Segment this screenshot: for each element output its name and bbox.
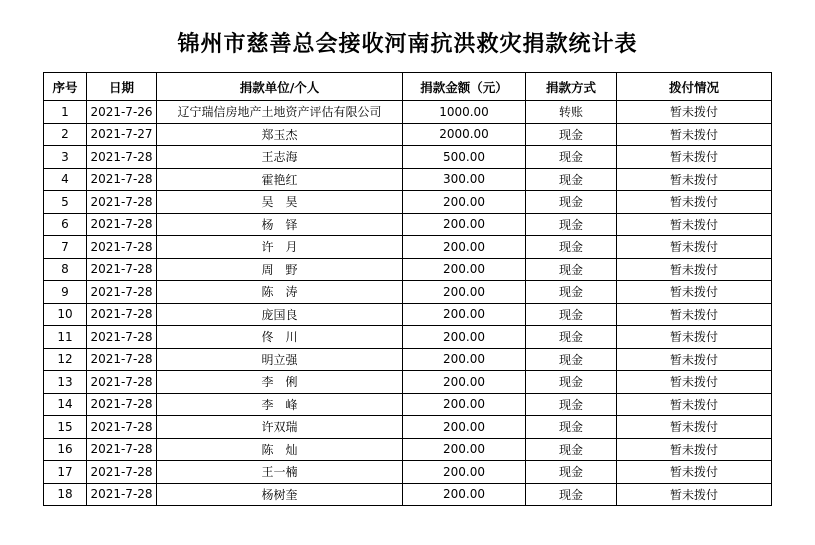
cell-amount: 200.00	[403, 281, 526, 304]
cell-method: 现金	[526, 326, 617, 349]
cell-donor: 李 俐	[157, 371, 403, 394]
cell-donor: 许双瑞	[157, 416, 403, 439]
cell-date: 2021-7-28	[87, 483, 157, 506]
table-row	[44, 303, 772, 326]
cell-index: 9	[44, 281, 87, 304]
cell-amount: 200.00	[403, 326, 526, 349]
cell-index: 13	[44, 371, 87, 394]
cell-method: 现金	[526, 258, 617, 281]
cell-method: 现金	[526, 483, 617, 506]
cell-date: 2021-7-28	[87, 461, 157, 484]
cell-index: 14	[44, 393, 87, 416]
cell-date: 2021-7-28	[87, 281, 157, 304]
cell-allocation: 暂未拨付	[617, 146, 772, 169]
cell-date: 2021-7-27	[87, 123, 157, 146]
table-row	[44, 213, 772, 236]
cell-donor: 王志海	[157, 146, 403, 169]
cell-index: 1	[44, 101, 87, 124]
cell-donor: 吴 昊	[157, 191, 403, 214]
cell-allocation: 暂未拨付	[617, 416, 772, 439]
cell-index: 3	[44, 146, 87, 169]
cell-donor: 许 月	[157, 236, 403, 259]
cell-donor: 陈 灿	[157, 438, 403, 461]
table-row	[44, 461, 772, 484]
cell-index: 2	[44, 123, 87, 146]
header-index: 序号	[44, 73, 87, 101]
cell-allocation: 暂未拨付	[617, 393, 772, 416]
cell-donor: 周 野	[157, 258, 403, 281]
header-method: 捐款方式	[526, 73, 617, 101]
cell-method: 现金	[526, 438, 617, 461]
cell-allocation: 暂未拨付	[617, 281, 772, 304]
cell-method: 现金	[526, 146, 617, 169]
cell-donor: 佟 川	[157, 326, 403, 349]
table-row	[44, 438, 772, 461]
cell-amount: 200.00	[403, 191, 526, 214]
cell-amount: 200.00	[403, 236, 526, 259]
cell-method: 现金	[526, 303, 617, 326]
cell-method: 现金	[526, 123, 617, 146]
table-row	[44, 146, 772, 169]
cell-donor: 明立强	[157, 348, 403, 371]
table-row	[44, 326, 772, 349]
cell-date: 2021-7-28	[87, 416, 157, 439]
cell-date: 2021-7-28	[87, 371, 157, 394]
table-row	[44, 393, 772, 416]
cell-method: 现金	[526, 416, 617, 439]
cell-method: 现金	[526, 213, 617, 236]
cell-amount: 300.00	[403, 168, 526, 191]
cell-index: 8	[44, 258, 87, 281]
table-row	[44, 281, 772, 304]
cell-date: 2021-7-26	[87, 101, 157, 124]
cell-donor: 霍艳红	[157, 168, 403, 191]
cell-method: 现金	[526, 281, 617, 304]
cell-date: 2021-7-28	[87, 438, 157, 461]
cell-amount: 200.00	[403, 371, 526, 394]
cell-index: 16	[44, 438, 87, 461]
cell-date: 2021-7-28	[87, 191, 157, 214]
cell-amount: 200.00	[403, 213, 526, 236]
cell-allocation: 暂未拨付	[617, 258, 772, 281]
table-row	[44, 191, 772, 214]
header-donor: 捐款单位/个人	[157, 73, 403, 101]
cell-allocation: 暂未拨付	[617, 213, 772, 236]
cell-amount: 500.00	[403, 146, 526, 169]
cell-donor: 李 峰	[157, 393, 403, 416]
cell-index: 12	[44, 348, 87, 371]
cell-donor: 杨树奎	[157, 483, 403, 506]
table-row	[44, 101, 772, 124]
header-date: 日期	[87, 73, 157, 101]
cell-index: 15	[44, 416, 87, 439]
cell-date: 2021-7-28	[87, 168, 157, 191]
cell-allocation: 暂未拨付	[617, 191, 772, 214]
cell-date: 2021-7-28	[87, 348, 157, 371]
cell-allocation: 暂未拨付	[617, 461, 772, 484]
cell-amount: 200.00	[403, 438, 526, 461]
cell-index: 5	[44, 191, 87, 214]
cell-amount: 1000.00	[403, 101, 526, 124]
cell-date: 2021-7-28	[87, 393, 157, 416]
cell-date: 2021-7-28	[87, 326, 157, 349]
cell-allocation: 暂未拨付	[617, 101, 772, 124]
cell-amount: 200.00	[403, 461, 526, 484]
cell-method: 现金	[526, 348, 617, 371]
cell-allocation: 暂未拨付	[617, 371, 772, 394]
cell-method: 转账	[526, 101, 617, 124]
cell-date: 2021-7-28	[87, 258, 157, 281]
header-allocation: 拨付情况	[617, 73, 772, 101]
cell-donor: 辽宁瑞信房地产土地资产评估有限公司	[157, 101, 403, 124]
cell-amount: 200.00	[403, 303, 526, 326]
cell-amount: 200.00	[403, 483, 526, 506]
cell-allocation: 暂未拨付	[617, 483, 772, 506]
cell-index: 11	[44, 326, 87, 349]
cell-method: 现金	[526, 371, 617, 394]
cell-method: 现金	[526, 191, 617, 214]
cell-index: 18	[44, 483, 87, 506]
header-amount: 捐款金额（元）	[403, 73, 526, 101]
cell-index: 4	[44, 168, 87, 191]
cell-donor: 王一楠	[157, 461, 403, 484]
cell-method: 现金	[526, 393, 617, 416]
cell-date: 2021-7-28	[87, 146, 157, 169]
table-row	[44, 123, 772, 146]
cell-amount: 200.00	[403, 393, 526, 416]
table-row	[44, 168, 772, 191]
table-row	[44, 483, 772, 506]
cell-method: 现金	[526, 461, 617, 484]
cell-allocation: 暂未拨付	[617, 236, 772, 259]
table-row	[44, 258, 772, 281]
cell-date: 2021-7-28	[87, 236, 157, 259]
cell-amount: 200.00	[403, 258, 526, 281]
cell-index: 6	[44, 213, 87, 236]
cell-method: 现金	[526, 236, 617, 259]
cell-donor: 杨 铎	[157, 213, 403, 236]
table-row	[44, 371, 772, 394]
cell-allocation: 暂未拨付	[617, 348, 772, 371]
cell-amount: 2000.00	[403, 123, 526, 146]
cell-date: 2021-7-28	[87, 213, 157, 236]
cell-allocation: 暂未拨付	[617, 326, 772, 349]
cell-date: 2021-7-28	[87, 303, 157, 326]
cell-donor: 郑玉杰	[157, 123, 403, 146]
table-row	[44, 236, 772, 259]
cell-donor: 庞国良	[157, 303, 403, 326]
cell-donor: 陈 涛	[157, 281, 403, 304]
table-header-row	[44, 73, 772, 101]
cell-index: 17	[44, 461, 87, 484]
cell-allocation: 暂未拨付	[617, 303, 772, 326]
cell-index: 7	[44, 236, 87, 259]
table-row	[44, 348, 772, 371]
cell-method: 现金	[526, 168, 617, 191]
cell-allocation: 暂未拨付	[617, 438, 772, 461]
cell-amount: 200.00	[403, 416, 526, 439]
page-title: 锦州市慈善总会接收河南抗洪救灾捐款统计表	[177, 31, 638, 57]
cell-allocation: 暂未拨付	[617, 123, 772, 146]
cell-amount: 200.00	[403, 348, 526, 371]
table-row	[44, 416, 772, 439]
cell-index: 10	[44, 303, 87, 326]
cell-allocation: 暂未拨付	[617, 168, 772, 191]
donation-table	[43, 72, 772, 506]
